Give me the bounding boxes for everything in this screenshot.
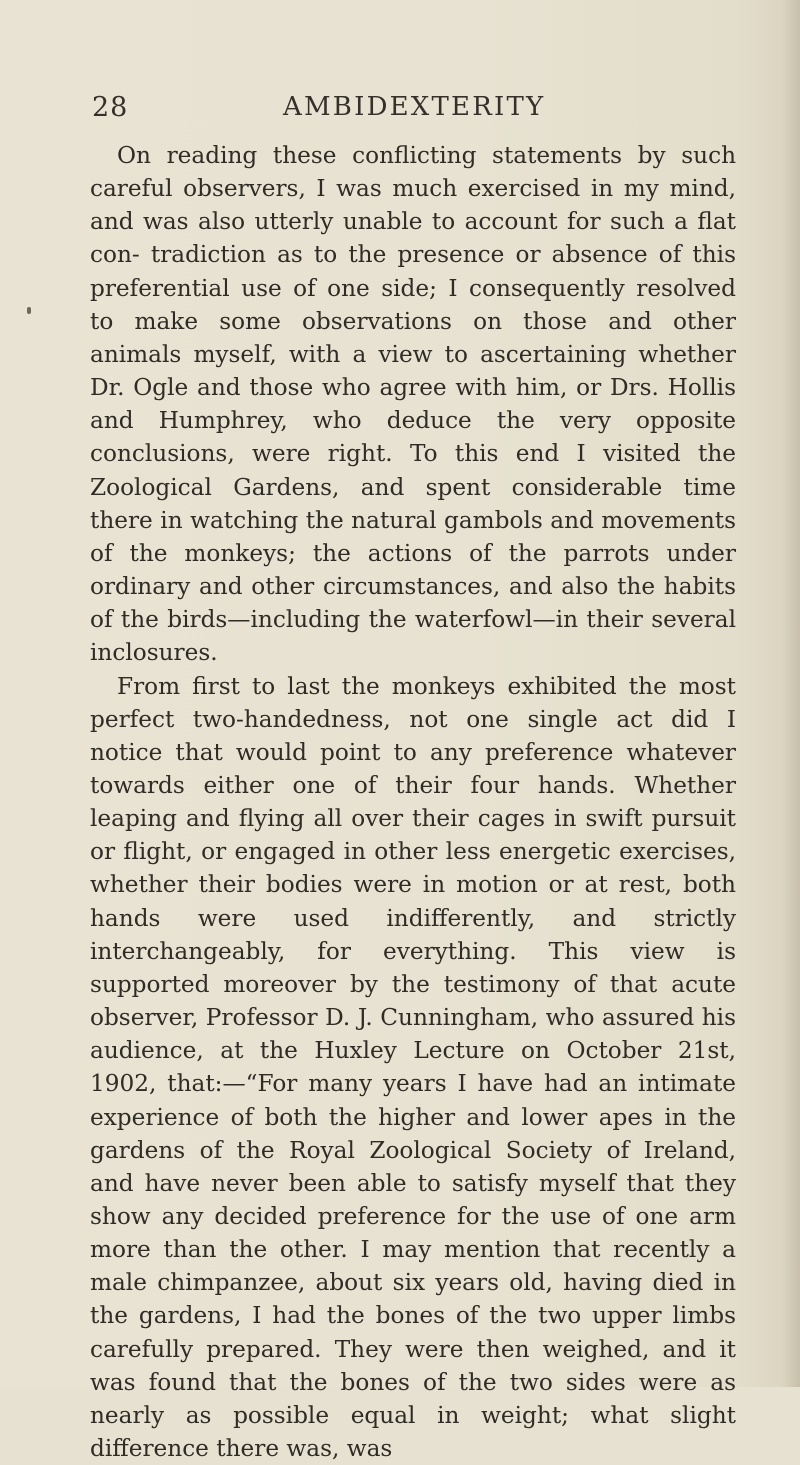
running-title: AMBIDEXTERITY — [283, 92, 545, 122]
page-header — [92, 92, 732, 132]
paragraph-2: From first to last the monkeys exhibited the most perfect two-handedness, not one single act did I notice that would point to any preference whatever towards either one of their four hands. Whether leaping and flying all over their cages in swift pursuit or flight, or engaged in other less energetic exercises, whether their bodies were in motion or at rest, both hands were used indifferently, and strictly interchangeably, for everything. This view is supported moreover by the testimony of that acute observer, Professor D. J. Cunningham, who assured his audience, at the Huxley Lecture on October 21st, 1902, that:—“For many years I have had an intimate experience of both the higher and lower apes in the gardens of the Royal Zoological Society of Ireland, and have never been able to satisfy myself that they show any decided preference for the use of one arm more than the other. I may mention that recently a male chimpanzee, about six years old, having died in the gardens, I had the bones of the two upper limbs carefully prepared. They were then weighed, and it was found that the bones of the two sides were as nearly as possible equal in weight; what slight difference there was, was — [90, 670, 736, 1465]
ink-speck — [27, 307, 31, 314]
paragraph-1: On reading these conflicting statements by such careful observers, I was much exercised in my mind, and was also utterly unable to account for such a flat con- tradiction as to the presence or absence of this preferential use of one side; I consequently resolved to make some observations on those and other animals myself, with a view to ascertaining whether Dr. Ogle and those who agree with him, or Drs. Hollis and Humphrey, who deduce the very opposite conclusions, were right. To this end I visited the Zoological Gardens, and spent considerable time there in watching the natural gambols and movements of the monkeys; the actions of the parrots under ordinary and other circumstances, and also the habits of the birds—including the waterfowl—in their several inclosures. — [90, 139, 736, 670]
page-edge-shadow — [782, 0, 800, 1387]
body-text — [90, 139, 736, 1465]
page-number: 28 — [92, 92, 128, 123]
